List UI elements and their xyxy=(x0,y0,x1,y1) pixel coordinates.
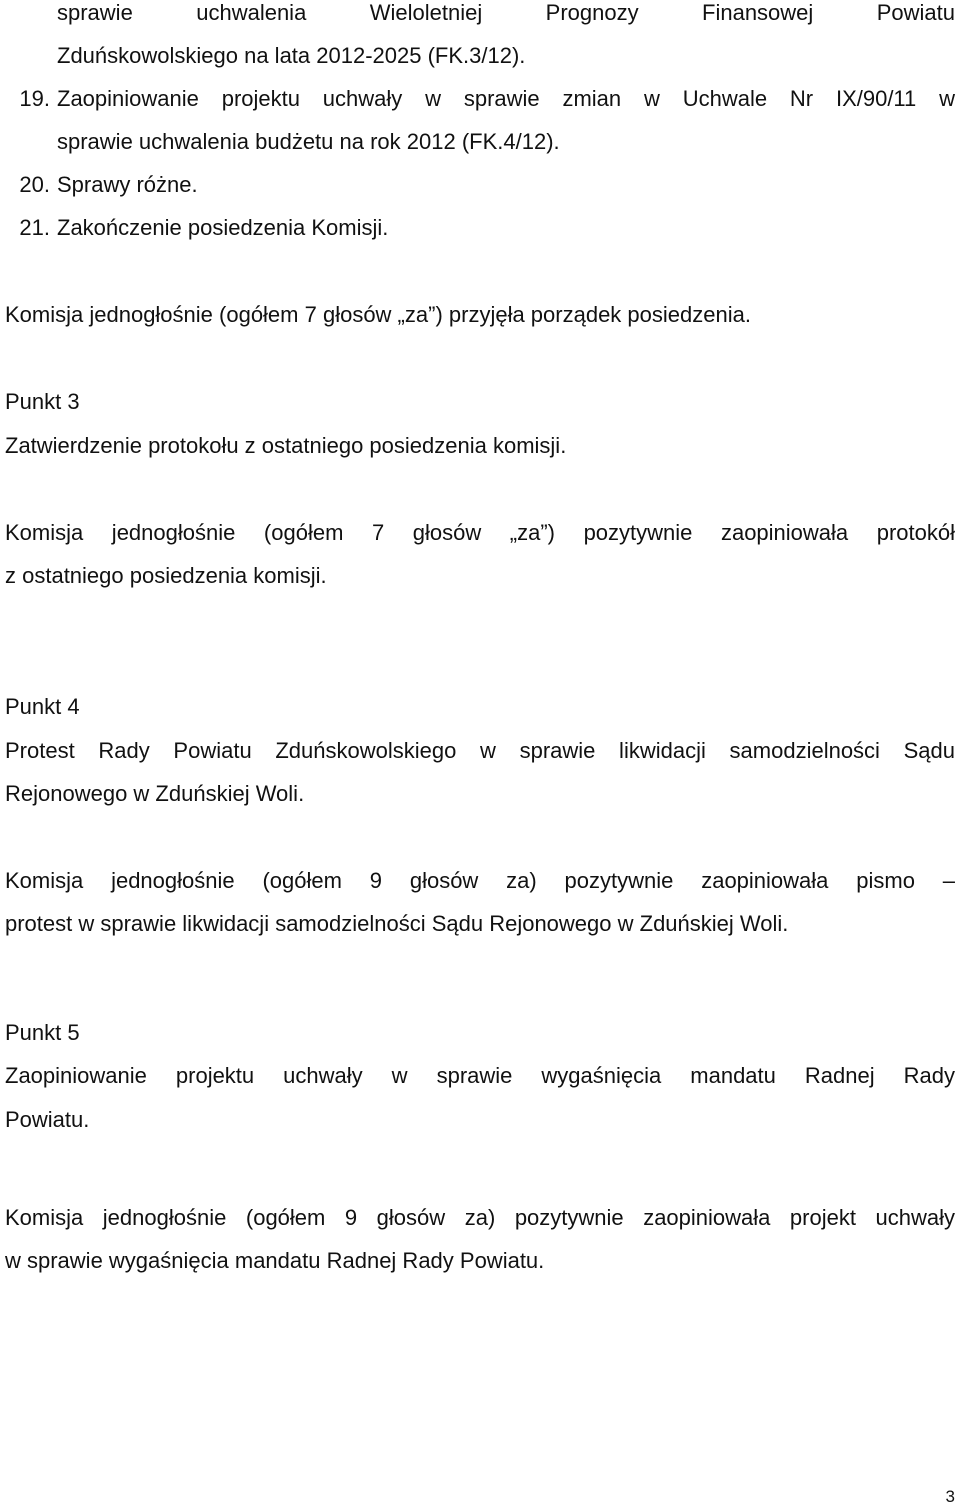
point-3-heading: Punkt 3 xyxy=(5,389,80,414)
agenda-item-number: 20. xyxy=(19,172,50,197)
point-5-title-line-1: Zaopiniowanie projektu uchwały w sprawie wygaśnięcia mandatu Radnej Rady xyxy=(5,1063,955,1088)
agenda-vote-text: Komisja jednogłośnie (ogółem 7 głosów „za”) przyjęła porządek posiedzenia. xyxy=(5,302,751,327)
point-5-heading: Punkt 5 xyxy=(5,1020,80,1045)
agenda-item-number: 19. xyxy=(19,86,50,111)
agenda-item-text: Zaopiniowanie projektu uchwały w sprawie zmian w Uchwale Nr IX/90/11 w xyxy=(57,86,955,111)
point-3-vote-line-1: Komisja jednogłośnie (ogółem 7 głosów „za”) pozytywnie zaopiniowała protokół xyxy=(5,520,955,545)
point-3-title: Zatwierdzenie protokołu z ostatniego posiedzenia komisji. xyxy=(5,433,567,458)
point-4-title-line-1: Protest Rady Powiatu Zduńskowolskiego w sprawie likwidacji samodzielności Sądu xyxy=(5,738,955,763)
point-4-heading: Punkt 4 xyxy=(5,694,80,719)
point-3-vote-line-2: z ostatniego posiedzenia komisji. xyxy=(5,563,327,588)
point-5-vote-line-1: Komisja jednogłośnie (ogółem 9 głosów za) pozytywnie zaopiniowała projekt uchwały xyxy=(5,1205,955,1230)
agenda-item-text: sprawie uchwalenia budżetu na rok 2012 (FK.4/12). xyxy=(57,129,560,154)
page-number: 3 xyxy=(945,1487,955,1506)
point-4-vote-line-1: Komisja jednogłośnie (ogółem 9 głosów za) pozytywnie zaopiniowała pismo – xyxy=(5,868,955,893)
agenda-continuation-line-2: Zduńskowolskiego na lata 2012-2025 (FK.3/12). xyxy=(57,43,526,68)
point-4-vote-line-2: protest w sprawie likwidacji samodzielności Sądu Rejonowego w Zduńskiej Woli. xyxy=(5,911,789,936)
point-4-title-line-2: Rejonowego w Zduńskiej Woli. xyxy=(5,781,305,806)
agenda-item-number: 21. xyxy=(19,215,50,240)
agenda-item-text: Zakończenie posiedzenia Komisji. xyxy=(57,215,389,240)
point-5-title-line-2: Powiatu. xyxy=(5,1107,90,1132)
point-5-vote-line-2: w sprawie wygaśnięcia mandatu Radnej Rady Powiatu. xyxy=(5,1248,545,1273)
agenda-item-text: Sprawy różne. xyxy=(57,172,198,197)
agenda-continuation-line-1: sprawie uchwalenia Wieloletniej Prognozy Finansowej Powiatu xyxy=(57,0,955,25)
